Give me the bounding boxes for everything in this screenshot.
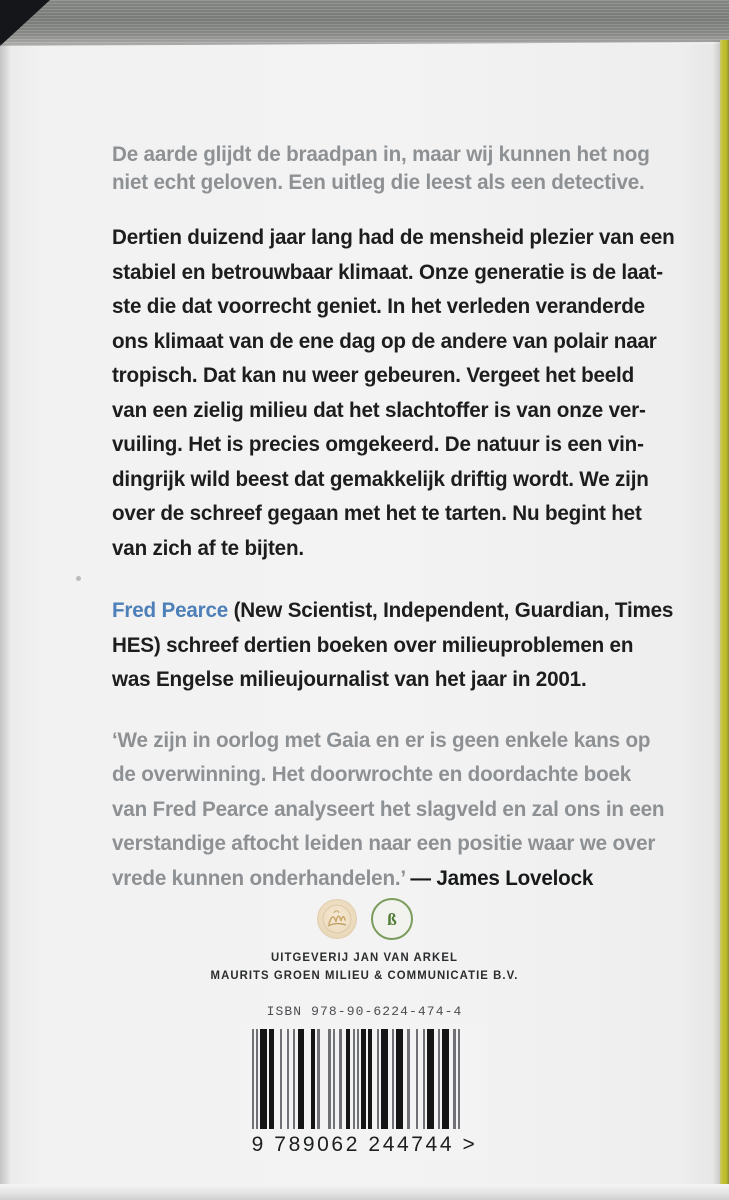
groen-milieu-logo-icon [371, 898, 413, 940]
blurb-line: stabiel en betrouwbaar klimaat. Onze generatie is de laat- [112, 259, 663, 284]
blurb-line: van zich af te bijten. [112, 535, 304, 560]
barcode-bar [320, 1029, 329, 1129]
blurb-line: van een zielig milieu dat het slachtoffer is van onze ver- [112, 397, 646, 422]
barcode-bar [260, 1029, 267, 1129]
tagline-line: niet echt geloven. Een uitleg die leest als een detective. [112, 170, 645, 194]
endorsement-line: de overwinning. Het doorwrochte en doordachte boek [112, 762, 632, 786]
endorsement-quote [112, 723, 665, 896]
barcode-bar [396, 1029, 403, 1129]
barcode-bar [274, 1029, 281, 1129]
blurb-line: ons klimaat van de ene dag op de andere van polair naar [112, 328, 657, 353]
endorsement-last-line [112, 861, 600, 896]
endorsement-line: ‘We zijn in oorlog met Gaia en er is geen enkele kans op [112, 727, 651, 752]
publisher-name-line-1: UITGEVERIJ JAN VAN ARKEL [271, 950, 458, 964]
blurb-line: vuiling. Het is precies omgekeerd. De natuur is een vin- [112, 432, 644, 456]
barcode-bar [381, 1029, 388, 1129]
author-bio-paragraph [112, 593, 674, 697]
jan-van-arkel-logo-icon [317, 899, 357, 939]
barcode-container [242, 1023, 488, 1159]
barcode-bar [442, 1029, 449, 1129]
tagline-line: De aarde glijdt de braadpan in, maar wij kunnen het nog [112, 142, 650, 166]
publisher-logos [0, 898, 729, 940]
endorsement-line: van Fred Pearce analyseert het slagveld en zal ons in een [112, 796, 665, 821]
paper-speck-mark [76, 576, 81, 581]
endorsement-line: verstandige aftocht leiden naar een positie waar we over [112, 831, 656, 855]
blurb-line: Dertien duizend jaar lang had de mensheid plezier van een [112, 225, 675, 249]
blurb-line: tropisch. Dat kan nu weer gebeuren. Vergeet het beeld [112, 363, 635, 387]
publisher-block [0, 898, 729, 984]
ean13-barcode [252, 1029, 478, 1129]
publisher-name-line-2: MAURITS GROEN MILIEU & COMMUNICATIE B.V. [210, 968, 519, 982]
endorsement-attribution: — James Lovelock [410, 865, 594, 890]
tagline-paragraph [112, 140, 650, 196]
barcode-bar [410, 1029, 417, 1129]
book-top-page-edge [0, 0, 729, 46]
book-bottom-edge [0, 1184, 729, 1200]
barcode-bar [304, 1029, 311, 1129]
barcode-bar [458, 1029, 460, 1129]
author-name: Fred Pearce [112, 598, 229, 622]
cover-text-content [112, 140, 675, 895]
barcode-bar [298, 1029, 305, 1129]
author-bio-line-1-rest: (New Scientist, Independent, Guardian, Times [228, 598, 674, 622]
isbn-number-text: ISBN 978-90-6224-474-4 [266, 1004, 463, 1019]
barcode-digits: 9 789062 244744 > [251, 1133, 478, 1156]
isbn-barcode-block [0, 1004, 729, 1159]
blurb-paragraph [112, 220, 675, 565]
blurb-line: over de schreef gegaan met het te tarten. Nu begint het [112, 501, 642, 525]
endorsement-closing-text: vrede kunnen onderhandelen.’ [112, 865, 411, 890]
author-bio-line-3: was Engelse milieujournalist van het jaar in 2001. [112, 667, 587, 691]
author-bio-line-1 [112, 593, 674, 628]
page-edge-texture [0, 0, 729, 46]
blurb-line: ste die dat voorrecht geniet. In het verleden veranderde [112, 294, 645, 318]
blurb-line: dingrijk wild beest dat gemakkelijk driftig wordt. We zijn [112, 466, 649, 491]
author-bio-line-2: HES) schreef dertien boeken over milieuproblemen en [112, 632, 634, 657]
barcode-bar [427, 1029, 434, 1129]
svg-text:ß: ß [386, 910, 397, 929]
